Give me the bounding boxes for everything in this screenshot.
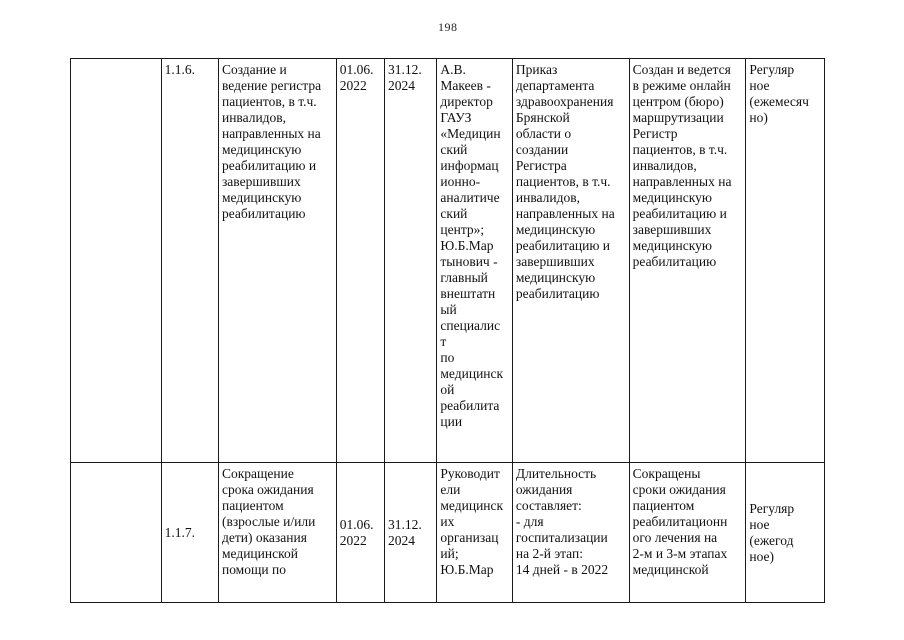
end-date: 31.12. 2024 — [385, 59, 437, 463]
plan-table — [70, 58, 825, 603]
item-number: 1.1.6. — [161, 59, 218, 463]
activity-name: Создание и ведение регистра пациентов, в т.ч. инвалидов, направленных на медицинскую реабилитацию и завершивших медицинскую реабилитацию — [218, 59, 336, 463]
start-date: 01.06. 2022 — [336, 463, 384, 603]
table-row — [71, 463, 825, 603]
table-row — [71, 59, 825, 463]
blank-cell — [71, 463, 162, 603]
expected-result: Создан и ведется в режиме онлайн центром (бюро) маршрутизации Регистр пациентов, в т.ч. инвалидов, направленных на медицинскую реабилитацию и завершивших медицинскую реабилитацию — [629, 59, 746, 463]
legal-document: Приказ департамента здравоохранения Брянской области о создании Регистра пациентов, в т.ч. инвалидов, направленных на медицинскую реабилитацию и завершивших медицинскую реабилитацию — [512, 59, 629, 463]
periodicity: Регуляр ное (ежегод ное) — [746, 463, 825, 603]
page-number: 198 — [438, 20, 458, 34]
end-date: 31.12. 2024 — [385, 463, 437, 603]
activity-name: Сокращение срока ожидания пациентом (взрослые и/или дети) оказания медицинской помощи по — [218, 463, 336, 603]
periodicity: Регуляр ное (ежемесяч но) — [746, 59, 825, 463]
expected-result: Сокращены сроки ожидания пациентом реабилитационн ого лечения на 2-м и 3-м этапах медицинской — [629, 463, 746, 603]
responsible-person: А.В. Макеев - директор ГАУЗ «Медицин ский информац ионно- аналитиче ский центр»; Ю.Б.Мар тынович - главный внештатн ый специалис т по медицинск ой реабилита ции — [437, 59, 513, 463]
blank-cell — [71, 59, 162, 463]
start-date: 01.06. 2022 — [336, 59, 384, 463]
responsible-person: Руководит ели медицинск их организац ий; Ю.Б.Мар — [437, 463, 513, 603]
legal-document: Длительность ожидания составляет: - для госпитализации на 2-й этап: 14 дней - в 2022 — [512, 463, 629, 603]
item-number: 1.1.7. — [161, 463, 218, 603]
